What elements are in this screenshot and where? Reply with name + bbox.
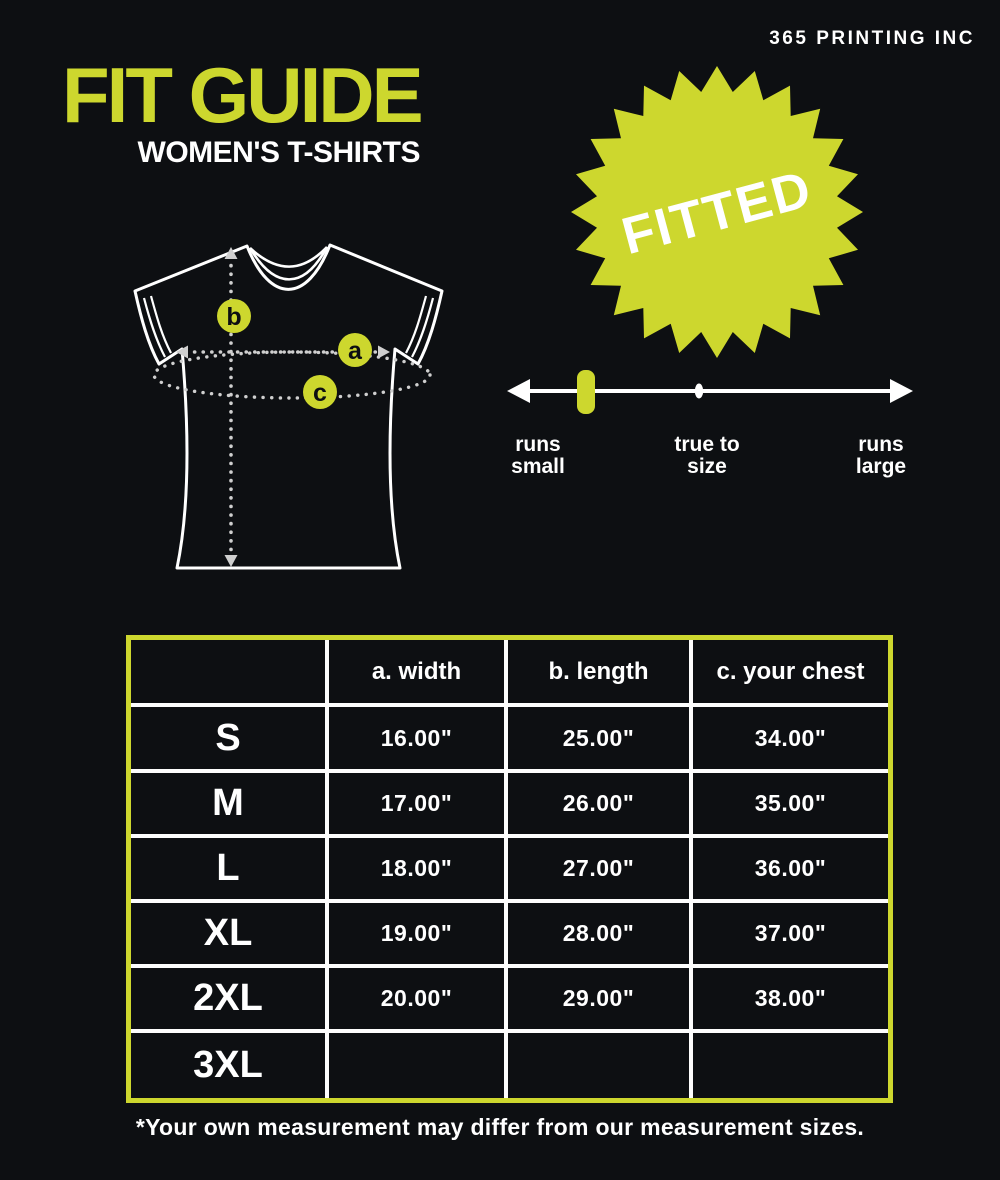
company-name: 365 PRINTING INC: [769, 28, 975, 49]
marker-b-label: b: [226, 303, 242, 331]
size-cell: M: [131, 773, 325, 834]
chest-cell: 37.00": [693, 903, 888, 964]
column-header-width: a. width: [329, 640, 504, 703]
scale-left-arrow-icon: [507, 379, 530, 403]
fit-scale: [500, 368, 920, 420]
size-cell: XL: [131, 903, 325, 964]
width-cell: 20.00": [329, 968, 504, 1029]
scale-label-runs-large: runs large: [855, 433, 907, 478]
scale-center-dot: [695, 384, 703, 399]
scale-right-arrow-icon: [890, 379, 913, 403]
size-cell: 3XL: [131, 1033, 325, 1098]
fitted-badge-label: FITTED: [616, 159, 819, 267]
size-cell: L: [131, 838, 325, 899]
chest-cell: [693, 1033, 888, 1098]
width-cell: 18.00": [329, 838, 504, 899]
column-header-size: [131, 640, 325, 703]
page-subtitle: WOMEN'S T-SHIRTS: [137, 136, 420, 169]
size-cell: 2XL: [131, 968, 325, 1029]
size-cell: S: [131, 707, 325, 769]
chest-cell: 35.00": [693, 773, 888, 834]
width-cell: 19.00": [329, 903, 504, 964]
width-cell: 17.00": [329, 773, 504, 834]
footnote: *Your own measurement may differ from our measurement sizes.: [135, 1114, 865, 1140]
scale-marker: [577, 370, 595, 414]
size-table: [126, 635, 893, 1103]
column-header-length: b. length: [508, 640, 689, 703]
chest-cell: 38.00": [693, 968, 888, 1029]
chest-cell: 36.00": [693, 838, 888, 899]
tshirt-diagram: [128, 226, 468, 586]
length-cell: 28.00": [508, 903, 689, 964]
length-measure-arrow-down-icon: [225, 555, 238, 567]
length-cell: 29.00": [508, 968, 689, 1029]
scale-label-runs-small: runs small: [511, 433, 565, 478]
width-cell: [329, 1033, 504, 1098]
right-cuff-stitch-lines: [406, 296, 433, 357]
length-cell: 27.00": [508, 838, 689, 899]
tshirt-outline: [135, 245, 442, 568]
chest-cell: 34.00": [693, 707, 888, 769]
length-cell: 25.00": [508, 707, 689, 769]
marker-a-label: a: [348, 337, 362, 365]
column-header-chest: c. your chest: [693, 640, 888, 703]
chest-measure-ellipse: [154, 352, 430, 398]
scale-label-true-to-size: true to size: [674, 433, 740, 478]
marker-c-label: c: [313, 379, 327, 407]
page-title: FIT GUIDE: [62, 51, 421, 139]
left-cuff-stitch-lines: [144, 296, 171, 357]
width-cell: 16.00": [329, 707, 504, 769]
fitted-badge: [567, 62, 867, 362]
length-cell: 26.00": [508, 773, 689, 834]
length-cell: [508, 1033, 689, 1098]
title-block: [62, 51, 421, 170]
